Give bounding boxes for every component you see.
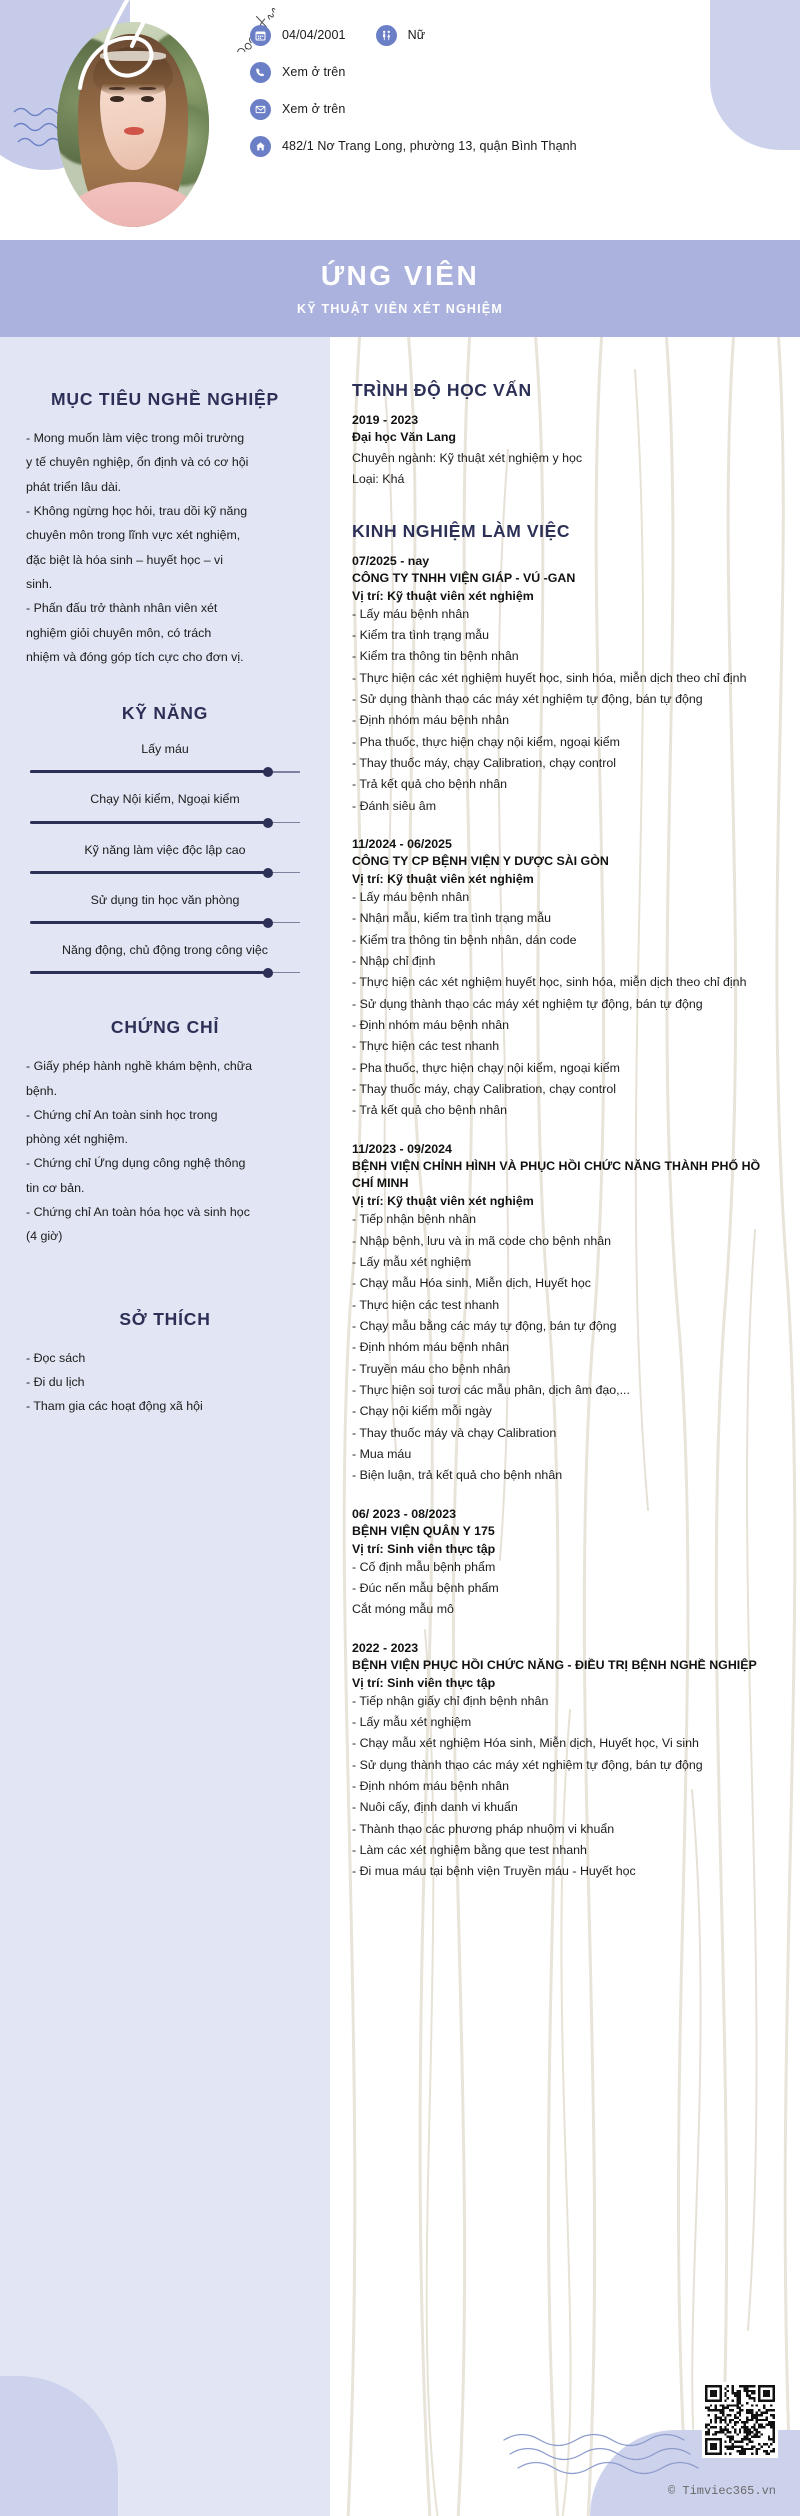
experience-entry — [352, 554, 776, 817]
email-icon — [250, 99, 271, 120]
duty-item: - Định nhóm máu bệnh nhân — [352, 1340, 510, 1355]
certificate-line: - Chứng chỉ An toàn sinh học trong — [26, 1107, 218, 1122]
skill-knob[interactable] — [263, 767, 273, 777]
hobby-line: - Đi du lịch — [26, 1375, 85, 1390]
duty-item: - Đánh siêu âm — [352, 798, 437, 813]
certificate-line: - Chứng chỉ An toàn hóa học và sinh học — [26, 1205, 250, 1220]
objective-line: phát triển lâu dài. — [26, 479, 122, 494]
duty-item: - Định nhóm máu bệnh nhân — [352, 1017, 510, 1032]
experience-duties — [352, 1691, 776, 1883]
cv-body — [0, 337, 800, 2516]
duty-item: - Chạy mẫu bằng các máy tự động, bán tự động — [352, 1319, 617, 1334]
duty-item: - Lấy máu bệnh nhân — [352, 606, 470, 621]
duty-item: - Cố định mẫu bệnh phẩm — [352, 1559, 496, 1574]
duty-item: - Đi mua máu tại bệnh viện Truyền máu - Huyết học — [352, 1864, 636, 1879]
certificate-line: bệnh. — [26, 1083, 58, 1098]
skill-item — [26, 891, 304, 928]
duty-item: - Thực hiện soi tươi các mẫu phân, dịch âm đạo,... — [352, 1383, 630, 1398]
contact-row-email — [250, 94, 577, 124]
duty-item: - Nhập chỉ định — [352, 953, 436, 968]
footer-wave-decoration — [500, 2426, 710, 2486]
site-watermark: © Timviec365.vn — [667, 2484, 776, 2498]
experience-position: Vị trí: Sinh viên thực tập — [352, 1541, 496, 1556]
duty-item: - Thực hiện các test nhanh — [352, 1297, 500, 1312]
experience-position: Vị trí: Kỹ thuật viên xét nghiệm — [352, 588, 534, 603]
experience-entry — [352, 1641, 776, 1883]
candidate-name: ỨNG VIÊN — [320, 259, 480, 291]
duty-item: - Pha thuốc, thực hiện chạy nội kiểm, ngoại kiểm — [352, 1060, 620, 1075]
duty-item: - Kiểm tra thông tin bệnh nhân, dán code — [352, 932, 577, 947]
duty-item: - Nhận mẫu, kiểm tra tình trạng mẫu — [352, 911, 552, 926]
skills-list — [26, 740, 304, 978]
duty-item: - Kiểm tra tình trạng mẫu — [352, 627, 490, 642]
right-main-content — [330, 337, 800, 1923]
certificate-line: phòng xét nghiệm. — [26, 1132, 128, 1147]
duty-item: - Thay thuốc máy và chạy Calibration — [352, 1425, 557, 1440]
objective-line: sinh. — [26, 576, 53, 591]
experience-duties — [352, 1209, 776, 1486]
section-title-education: TRÌNH ĐỘ HỌC VẤN — [352, 380, 532, 400]
skill-slider[interactable] — [30, 868, 300, 878]
skill-label: Sử dụng tin học văn phòng — [90, 892, 240, 907]
duty-item: - Tiếp nhận bệnh nhân — [352, 1212, 477, 1227]
duty-item: - Lấy máu bệnh nhân — [352, 889, 470, 904]
contact-row-birth-gender — [250, 20, 577, 50]
contact-info-list — [250, 20, 577, 168]
duty-item: - Đúc nến mẫu bệnh phẩm — [352, 1581, 499, 1596]
experience-duties — [352, 887, 776, 1122]
duty-item: - Mua máu — [352, 1447, 412, 1462]
duty-item: - Sử dụng thành thạo các máy xét nghiệm tự động, bán tự động — [352, 1757, 703, 1772]
birthdate-text: 04/04/2001 — [282, 28, 346, 42]
duty-item: - Trả kết quả cho bệnh nhân — [352, 777, 507, 792]
duty-item: - Làm các xét nghiệm bằng que test nhanh — [352, 1842, 587, 1857]
objective-line: - Phấn đấu trở thành nhân viên xét — [26, 601, 218, 616]
objective-line: nhiệm và đóng góp tích cực cho đơn vị. — [26, 649, 244, 664]
certificate-line: - Chứng chỉ Ứng dụng công nghệ thông — [26, 1156, 246, 1171]
gender-text: Nữ — [407, 28, 426, 42]
experience-company: BỆNH VIỆN CHỈNH HÌNH VÀ PHỤC HỒI CHỨC NĂNG THÀNH PHỐ HỒ CHÍ MINH — [352, 1158, 761, 1191]
duty-item: - Biện luận, trả kết quả cho bệnh nhân — [352, 1468, 563, 1483]
certificate-line: - Giấy phép hành nghề khám bệnh, chữa — [26, 1059, 252, 1074]
experience-period: 07/2025 - nay — [352, 553, 430, 568]
experience-duties — [352, 1557, 776, 1621]
duty-item: - Định nhóm máu bệnh nhân — [352, 713, 510, 728]
skill-knob[interactable] — [263, 968, 273, 978]
hobby-line: - Đọc sách — [26, 1350, 86, 1365]
skill-slider[interactable] — [30, 968, 300, 978]
objective-line: y tế chuyên nghiệp, ổn định và có cơ hội — [26, 455, 249, 470]
skill-knob[interactable] — [263, 868, 273, 878]
gender-icon — [376, 25, 397, 46]
duty-item: - Kiểm tra thông tin bệnh nhân — [352, 649, 519, 664]
skill-label: Kỹ năng làm việc độc lập cao — [84, 842, 246, 857]
duty-item: - Thành thạo các phương pháp nhuộm vi khuẩn — [352, 1821, 615, 1836]
duty-item: - Nhập bệnh, lưu và in mã code cho bệnh nhân — [352, 1233, 612, 1248]
duty-item: - Thực hiện các test nhanh — [352, 1039, 500, 1054]
section-title-certificates: CHỨNG CHỈ — [110, 1017, 220, 1038]
skill-slider[interactable] — [30, 767, 300, 777]
phone-icon — [250, 62, 271, 83]
contact-row-phone — [250, 57, 577, 87]
skill-label: Lấy máu — [141, 742, 189, 757]
experience-company: CÔNG TY TNHH VIỆN GIÁP - VÚ -GAN — [352, 570, 576, 585]
objective-line: - Mong muốn làm việc trong môi trường — [26, 431, 245, 445]
objective-line: - Không ngừng học hỏi, trau dồi kỹ năng — [26, 503, 248, 518]
experience-entry — [352, 1142, 776, 1487]
hobby-line: - Tham gia các hoạt động xã hội — [26, 1399, 203, 1414]
duty-item: - Định nhóm máu bệnh nhân — [352, 1779, 510, 1793]
experience-position: Vị trí: Kỹ thuật viên xét nghiệm — [352, 1194, 534, 1209]
skill-item — [26, 790, 304, 827]
experience-duties — [352, 604, 776, 817]
skill-item — [26, 740, 304, 777]
duty-item: - Sử dụng thành thạo các máy xét nghiệm tự động, bán tự động — [352, 996, 703, 1011]
address-text: 482/1 Nơ Trang Long, phường 13, quận Bình Thạnh — [282, 139, 577, 153]
experience-company: BỆNH VIỆN PHỤC HỒI CHỨC NĂNG - ĐIỀU TRỊ BỆNH NGHỀ NGHIỆP — [352, 1657, 757, 1672]
email-text: Xem ở trên — [282, 102, 346, 116]
duty-item: - Pha thuốc, thực hiện chạy nội kiểm, ngoại kiểm — [352, 734, 620, 749]
phone-text: Xem ở trên — [282, 65, 346, 79]
left-sidebar — [0, 337, 330, 2516]
candidate-job-title: KỸ THUẬT VIÊN XÉT NGHIỆM — [297, 302, 503, 317]
experience-entry — [352, 837, 776, 1122]
skill-fill — [30, 971, 268, 974]
experience-period: 06/ 2023 - 08/2023 — [352, 1506, 457, 1521]
experience-company: CÔNG TY CP BỆNH VIỆN Y DƯỢC SÀI GÒN — [352, 853, 609, 868]
duty-item: - Trả kết quả cho bệnh nhân — [352, 1103, 507, 1118]
duty-item: - Thực hiện các xét nghiệm huyết học, sinh hóa, miễn dịch theo chỉ định — [352, 670, 747, 685]
name-banner — [0, 240, 800, 337]
duty-item: - Sử dụng thành thạo các máy xét nghiệm tự động, bán tự động — [352, 691, 703, 706]
skill-knob[interactable] — [263, 818, 273, 828]
education-major: Chuyên ngành: Kỹ thuật xét nghiệm y học — [352, 450, 583, 465]
education-grade: Loại: Khá — [352, 472, 405, 487]
skill-knob[interactable] — [263, 918, 273, 928]
experience-period: 11/2023 - 09/2024 — [352, 1141, 452, 1156]
section-title-skills: KỸ NĂNG — [121, 703, 209, 724]
skill-slider[interactable] — [30, 818, 300, 828]
education-period: 2019 - 2023 — [352, 413, 419, 427]
qr-code[interactable] — [702, 2382, 778, 2458]
cv-header — [0, 0, 800, 240]
skill-fill — [30, 770, 268, 773]
section-title-experience: KINH NGHIỆM LÀM VIỆC — [352, 520, 571, 541]
duty-item: - Chạy mẫu Hóa sinh, Miễn dịch, Huyết học — [352, 1276, 591, 1291]
calendar-icon — [250, 25, 271, 46]
skill-fill — [30, 821, 268, 824]
experience-entry — [352, 1507, 776, 1621]
objective-line: đặc biệt là hóa sinh – huyết học – vi — [26, 552, 224, 567]
contact-row-address — [250, 131, 577, 161]
duty-item: Cắt móng mẫu mô — [352, 1602, 454, 1617]
certificates-text — [26, 1054, 304, 1249]
skill-label: Năng động, chủ động trong công việc — [62, 943, 268, 957]
education-school: Đại học Văn Lang — [352, 430, 456, 444]
experience-company: BỆNH VIỆN QUÂN Y 175 — [352, 1523, 495, 1538]
hobbies-text — [26, 1346, 304, 1419]
duty-item: - Thực hiện các xét nghiệm huyết học, sinh hóa, miễn dịch theo chỉ định — [352, 975, 747, 990]
experience-position: Vị trí: Sinh viên thực tập — [352, 1675, 496, 1690]
skill-fill — [30, 921, 268, 924]
skill-slider[interactable] — [30, 918, 300, 928]
skill-fill — [30, 871, 268, 874]
duty-item: - Tiếp nhận giấy chỉ định bệnh nhân — [352, 1693, 549, 1708]
duty-item: - Nuôi cấy, định danh vi khuẩn — [352, 1800, 518, 1815]
experience-period: 11/2024 - 06/2025 — [352, 836, 452, 851]
duty-item: - Lấy mẫu xét nghiệm — [352, 1255, 472, 1270]
qr-code-image — [705, 2385, 775, 2455]
section-title-hobbies: SỞ THÍCH — [119, 1308, 211, 1329]
duty-item: - Chạy mẫu xét nghiệm Hóa sinh, Miễn dịch, Huyết học, Vi sinh — [352, 1736, 699, 1751]
education-entry — [352, 413, 776, 491]
experience-period: 2022 - 2023 — [352, 1640, 419, 1655]
experience-position: Vị trí: Kỹ thuật viên xét nghiệm — [352, 871, 534, 886]
profile-photo — [57, 22, 209, 227]
duty-item: - Lấy mẫu xét nghiệm — [352, 1715, 472, 1730]
skill-label: Chạy Nội kiểm, Ngoại kiểm — [90, 792, 240, 807]
duty-item: - Chạy nội kiểm mỗi ngày — [352, 1404, 492, 1419]
duty-item: - Truyền máu cho bệnh nhân — [352, 1361, 511, 1376]
objective-text — [26, 426, 304, 669]
skill-item — [26, 941, 304, 978]
home-icon — [250, 136, 271, 157]
skill-item — [26, 841, 304, 878]
certificate-line: (4 giờ) — [26, 1229, 63, 1244]
header-blob-right — [710, 0, 800, 150]
duty-item: - Thay thuốc máy, chạy Calibration, chạy control — [352, 1081, 616, 1096]
section-title-objective: MỤC TIÊU NGHỀ NGHIỆP — [51, 389, 279, 409]
objective-line: chuyên môn trong lĩnh vực xét nghiệm, — [26, 528, 241, 543]
certificate-line: tin cơ bản. — [26, 1180, 85, 1195]
duty-item: - Thay thuốc máy, chạy Calibration, chạy control — [352, 755, 616, 770]
objective-line: nghiệm giỏi chuyên môn, có trách — [26, 625, 212, 640]
